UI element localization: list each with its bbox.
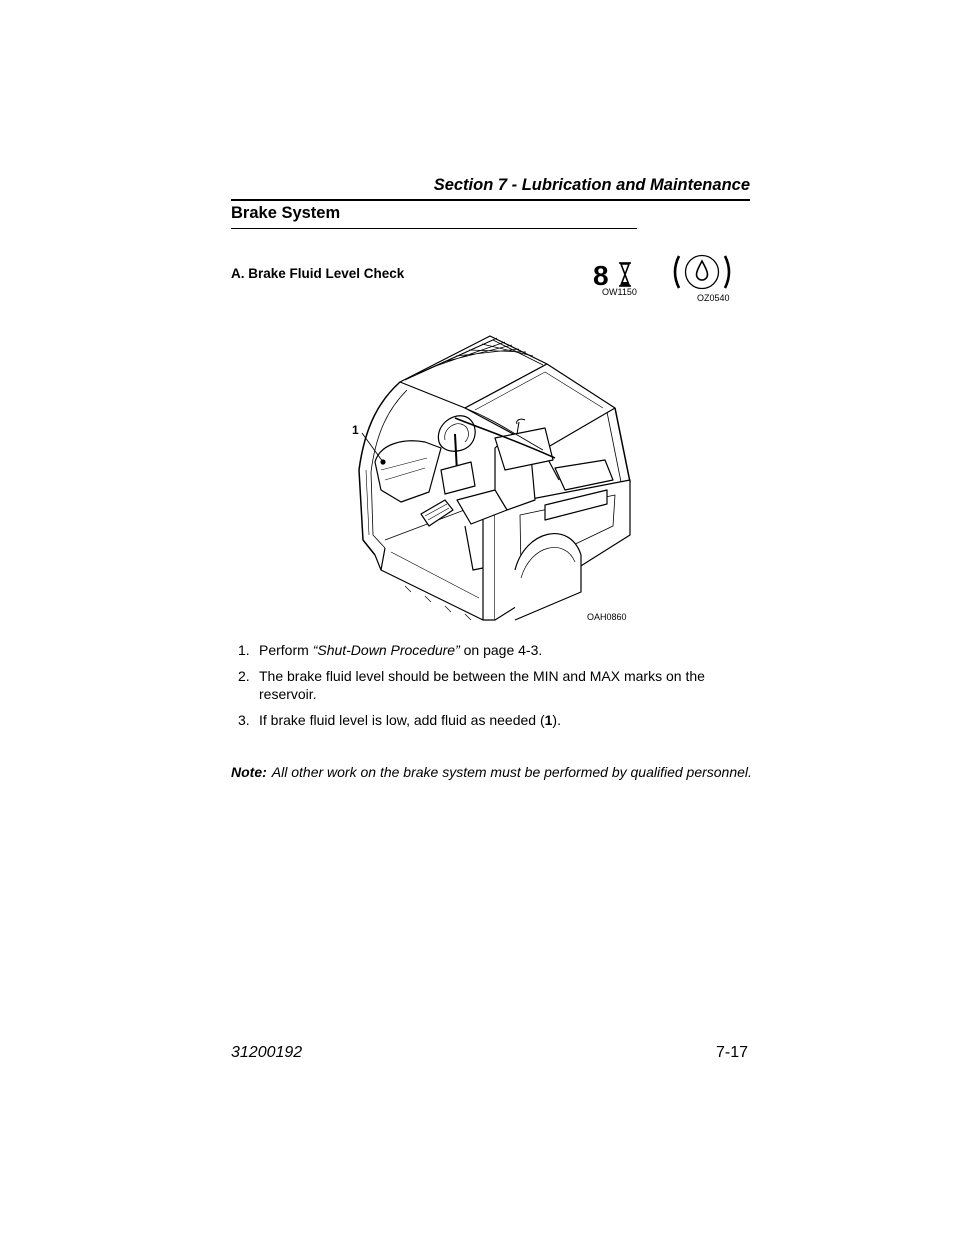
hourglass-interval-icon — [592, 258, 636, 290]
step-3-callout-ref: 1 — [544, 712, 553, 728]
step-1 — [238, 641, 758, 659]
figure-code: OAH0860 — [587, 612, 627, 622]
shut-down-procedure-link[interactable]: “Shut-Down Procedure” — [312, 642, 460, 658]
step-3-number: 3. — [238, 712, 250, 728]
interval-hours: 8 — [593, 260, 609, 290]
fluid-icon-code: OZ0540 — [697, 293, 730, 303]
section-header: Section 7 - Lubrication and Maintenance — [231, 176, 750, 201]
note-label: Note: — [231, 764, 267, 780]
page-title: Brake System — [231, 204, 637, 229]
step-2-text: The brake fluid level should be between the MIN and MAX marks on the reservoir. — [259, 668, 705, 702]
callout-1: 1 — [352, 423, 359, 437]
procedure-steps — [238, 641, 758, 737]
step-3 — [238, 711, 758, 729]
step-2 — [238, 667, 758, 703]
step-1-number: 1. — [238, 642, 250, 658]
step-3-text-pre: If brake fluid level is low, add fluid as needed ( — [259, 712, 545, 728]
step-3-text-post: ). — [552, 712, 561, 728]
step-2-number: 2. — [238, 668, 250, 684]
subsection-title: A. Brake Fluid Level Check — [231, 266, 405, 281]
fluid-drop-icon — [670, 252, 734, 292]
interval-icon-code: OW1150 — [602, 287, 637, 297]
page-number: 7-17 — [716, 1044, 749, 1061]
step-1-text-post: on page 4-3. — [459, 642, 543, 658]
step-1-text-pre: Perform — [259, 642, 313, 658]
note-text: All other work on the brake system must be performed by qualified personnel. — [271, 764, 752, 780]
note — [231, 764, 761, 780]
document-number: 31200192 — [231, 1044, 303, 1061]
operator-cab-illustration — [345, 330, 635, 630]
